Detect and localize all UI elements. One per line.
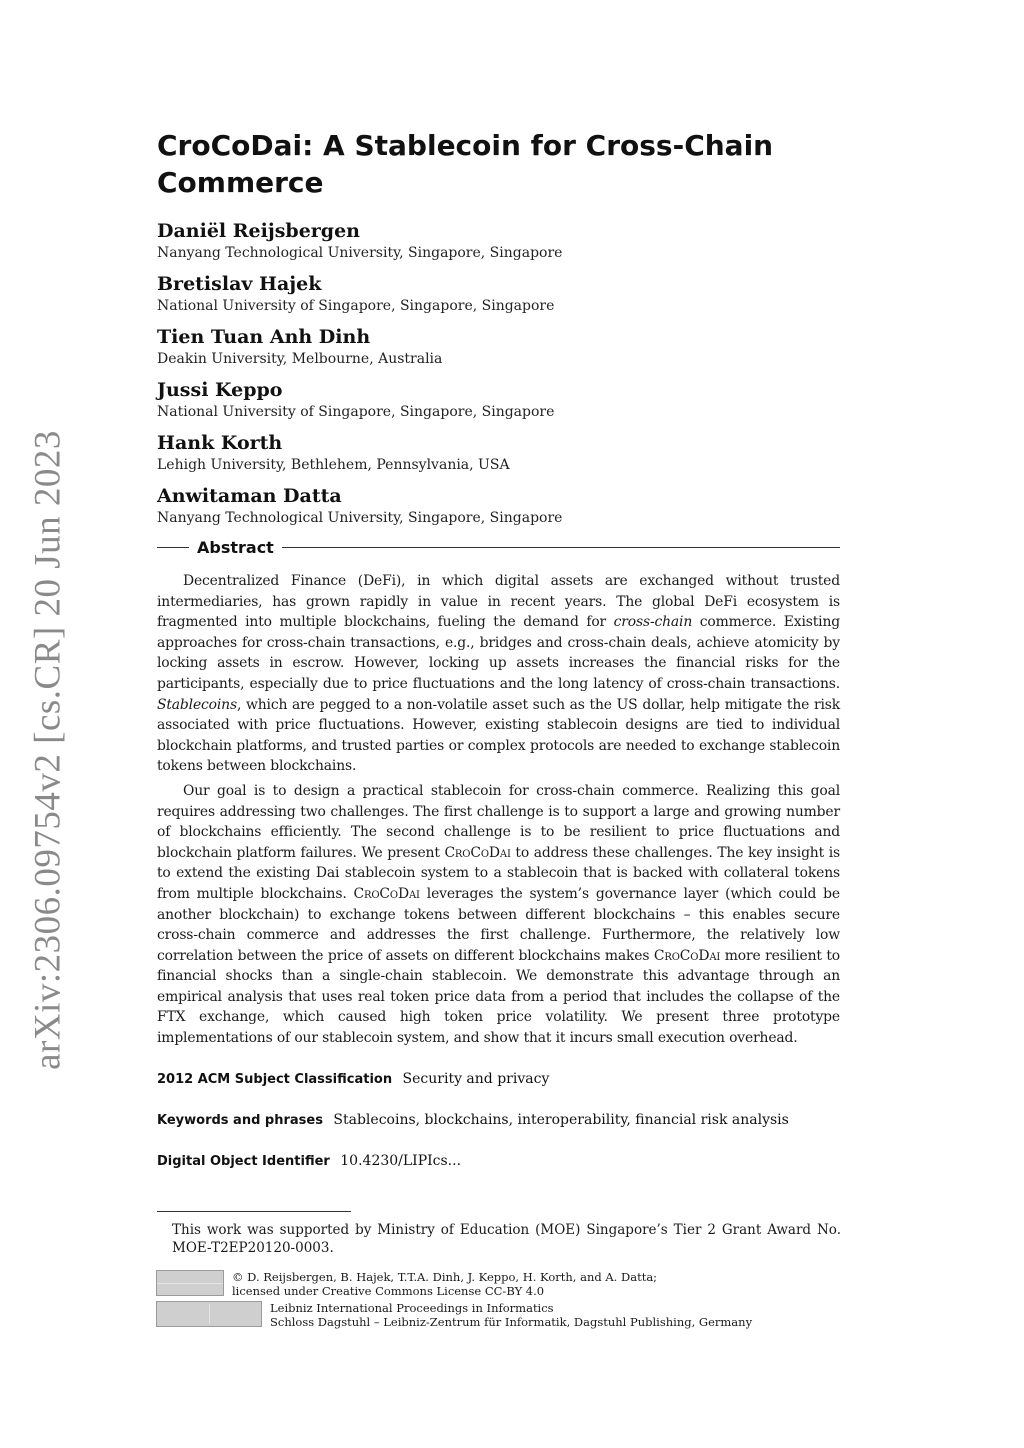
abstract-heading: Abstract: [197, 538, 274, 557]
author-entry: [157, 219, 840, 263]
author-name: Anwitaman Datta: [157, 485, 342, 507]
keywords: [157, 1110, 840, 1131]
author-entry: [157, 378, 840, 422]
paper-title: CroCoDai: A Stablecoin for Cross-Chain Commerce: [157, 129, 774, 199]
series-line: Leibniz International Proceedings in Informatics: [270, 1301, 554, 1315]
paper-first-page: [157, 127, 840, 1172]
author-name: Daniël Reijsbergen: [157, 220, 360, 242]
license-line: licensed under Creative Commons License CC-BY 4.0: [232, 1284, 545, 1298]
keywords-label: Keywords and phrases: [157, 1112, 323, 1128]
lipics-text: [270, 1301, 752, 1329]
abstract-rule-left: [157, 547, 189, 548]
abstract-text: more resilient to financial shocks than a single-chain stablecoin. We demonstrate this advantage through an empirical analysis that uses real token price data from a period that includes the collapse of the FTX exchange, which caused high token price volatility. We present three prototype implementations of our stablecoin system, and show that it incurs small execution overhead.: [157, 947, 841, 1047]
publisher-line: Schloss Dagstuhl – Leibniz-Zentrum für Informatik, Dagstuhl Publishing, Germany: [270, 1315, 753, 1329]
lipics-logo-icon: [156, 1301, 262, 1327]
author-name: Tien Tuan Anh Dinh: [157, 326, 371, 348]
author-affiliation: Nanyang Technological University, Singapore, Singapore: [157, 510, 563, 526]
author-entry: [157, 484, 840, 528]
cc-by-logo-icon: [156, 1270, 224, 1296]
abstract-text: commerce. Existing approaches for cross-chain transactions, e.g., bridges and cross-chain deals, achieve atomicity by locking assets in escrow. However, locking up assets increases the financial risks for the participants, especially due to price fluctuations and the long latency of cross-chain transactions.: [157, 614, 841, 692]
arxiv-side-stamp: arXiv:2306.09754v2 [cs.CR] 20 Jun 2023: [27, 430, 69, 1070]
author-entry: [157, 272, 840, 316]
abstract-paragraph-1: [157, 571, 840, 777]
copyright-text: [232, 1270, 657, 1298]
system-name: CroCoDai: [444, 844, 511, 861]
abstract-paragraph-2: [157, 781, 840, 1049]
abstract-header: [157, 538, 840, 557]
funding-footnote: This work was supported by Ministry of Education (MOE) Singapore’s Tier 2 Grant Award No. MOE-T2EP20120-0003.: [172, 1222, 841, 1256]
abstract-text: leverages the system’s governance layer (which could be another blockchain) to exchange tokens between different blockchains – this enables secure cross-chain commerce and addresses the first challenge. Furthermore, the relatively low correlation between the price of assets on different blockchains makes: [157, 885, 840, 964]
emphasis-cross-chain: cross-chain: [613, 614, 693, 631]
doi-label: Digital Object Identifier: [157, 1153, 330, 1169]
doi: [157, 1151, 840, 1172]
acm-label: 2012 ACM Subject Classification: [157, 1071, 393, 1087]
abstract-text: Our goal is to design a practical stablecoin for cross-chain commerce. Realizing this goal requires addressing two challenges. The first challenge is to support a large and growing number of blockchains efficiently. The second challenge is to be resilient to price fluctuations and blockchain platform failures. We present: [157, 782, 840, 861]
emphasis-stablecoins: Stablecoins: [157, 696, 237, 713]
author-affiliation: National University of Singapore, Singapore, Singapore: [157, 298, 555, 314]
abstract-text: to address these challenges. The key insight is to extend the existing Dai stablecoin system to a stablecoin that is backed with collateral tokens from multiple blockchains.: [157, 844, 840, 902]
copyright-row: [156, 1270, 846, 1298]
author-affiliation: Nanyang Technological University, Singapore, Singapore: [157, 245, 563, 261]
acm-classification: [157, 1069, 840, 1090]
author-list: [157, 219, 840, 528]
author-name: Jussi Keppo: [157, 379, 283, 401]
keywords-value: Stablecoins, blockchains, interoperability, financial risk analysis: [333, 1111, 789, 1128]
copyright-line: © D. Reijsbergen, B. Hajek, T.T.A. Dinh, J. Keppo, H. Korth, and A. Datta;: [232, 1270, 658, 1284]
lipics-row: [156, 1301, 846, 1329]
system-name: CroCoDai: [353, 885, 420, 902]
doi-value: 10.4230/LIPIcs...: [340, 1152, 462, 1169]
author-affiliation: Lehigh University, Bethlehem, Pennsylvania, USA: [157, 457, 510, 473]
footnote-rule: [157, 1211, 351, 1212]
license-block: [156, 1270, 846, 1332]
author-entry: [157, 325, 840, 369]
author-affiliation: National University of Singapore, Singapore, Singapore: [157, 404, 555, 420]
author-affiliation: Deakin University, Melbourne, Australia: [157, 351, 443, 367]
abstract-rule-right: [282, 547, 840, 548]
system-name: CroCoDai: [653, 947, 721, 964]
abstract-text: , which are pegged to a non-volatile asset such as the US dollar, help mitigate the risk associated with price fluctuations. However, existing stablecoin designs are tied to individual blockchain platforms, and trusted parties or complex protocols are needed to exchange stablecoin tokens between blockchains.: [157, 696, 840, 775]
author-name: Bretislav Hajek: [157, 273, 322, 295]
acm-value: Security and privacy: [402, 1070, 550, 1087]
author-entry: [157, 431, 840, 475]
abstract-text: Decentralized Finance (DeFi), in which digital assets are exchanged without trusted intermediaries, has grown rapidly in value in recent years. The global DeFi ecosystem is fragmented into multiple blockchains, fueling the demand for: [157, 573, 840, 631]
author-name: Hank Korth: [157, 432, 283, 454]
